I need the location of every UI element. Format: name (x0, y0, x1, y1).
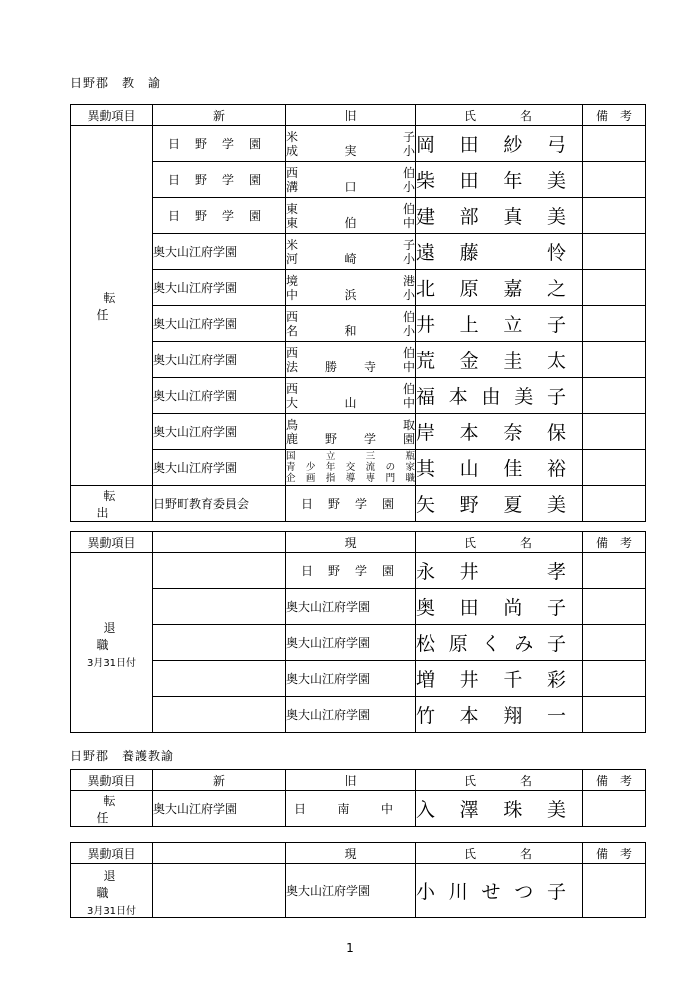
old-post-line: 企画指導専門職 (286, 473, 415, 484)
old-post (286, 414, 416, 450)
old-post-line: 溝口小 (286, 179, 415, 194)
old-post (286, 270, 416, 306)
empty-cell (153, 589, 286, 625)
note-cell (583, 126, 646, 162)
table-header-row (71, 843, 646, 864)
person-name-text: 建部真美 (416, 206, 568, 228)
table-row (71, 162, 646, 198)
new-post: 奥大山江府学園 (153, 306, 286, 342)
header-empty (153, 843, 286, 864)
category-retirement: 退 職 3月31日付 (71, 864, 153, 918)
note-cell (583, 791, 646, 827)
person-name (416, 486, 583, 522)
header-current: 現 (286, 532, 416, 553)
header-new: 新 (153, 770, 286, 791)
nurse-retirement-table (70, 842, 646, 918)
current-post: 奥大山江府学園 (286, 661, 416, 697)
header-name: 氏 名 (416, 770, 583, 791)
old-post (286, 198, 416, 234)
person-name-text: 岸本奈保 (416, 422, 568, 444)
note-cell (583, 697, 646, 733)
old-post-line: 西 伯 (286, 309, 415, 324)
table-row (71, 342, 646, 378)
person-name-text: 荒金圭太 (416, 350, 568, 372)
person-name (416, 661, 583, 697)
person-name (416, 162, 583, 198)
header-old: 旧 (286, 770, 416, 791)
person-name-text: 柴田年美 (416, 170, 568, 192)
table-row (71, 589, 646, 625)
old-post (286, 162, 416, 198)
page-number: 1 (346, 941, 354, 955)
note-cell (583, 553, 646, 589)
old-post (286, 126, 416, 162)
header-new: 新 (153, 105, 286, 126)
table-row (71, 661, 646, 697)
old-post-line: 西 伯 (286, 165, 415, 180)
person-name-text: 井上立子 (416, 314, 568, 336)
person-name-text: 竹本翔一 (416, 705, 568, 727)
empty-cell (153, 661, 286, 697)
person-name (416, 450, 583, 486)
new-post: 日野学園 (153, 162, 286, 198)
header-category: 異動項目 (71, 532, 153, 553)
new-post: 日野学園 (153, 198, 286, 234)
header-name: 氏 名 (416, 105, 583, 126)
header-category: 異動項目 (71, 105, 153, 126)
old-post-line: 法勝寺中 (286, 359, 415, 374)
person-name-text: 奥田尚子 (416, 597, 568, 619)
current-post: 奥大山江府学園 (286, 864, 416, 918)
category-transfer-out: 転 出 (71, 486, 153, 522)
new-post: 奥大山江府学園 (153, 270, 286, 306)
person-name-text: 遠藤 怜 (416, 242, 568, 264)
person-name (416, 414, 583, 450)
person-name (416, 553, 583, 589)
current-post: 奥大山江府学園 (286, 625, 416, 661)
new-post: 奥大山江府学園 (153, 378, 286, 414)
old-post-line: 米 子 (286, 129, 415, 144)
section-title-teachers: 日野郡 教 諭 (70, 76, 162, 90)
note-cell (583, 378, 646, 414)
note-cell (583, 450, 646, 486)
empty-cell (153, 553, 286, 589)
teachers-transfer-table (70, 104, 646, 522)
note-cell (583, 661, 646, 697)
header-old: 旧 (286, 105, 416, 126)
old-post: 日南中 (286, 791, 416, 827)
new-post: 奥大山江府学園 (153, 342, 286, 378)
note-cell (583, 486, 646, 522)
new-post: 日野学園 (153, 126, 286, 162)
header-note: 備 考 (583, 105, 646, 126)
old-post-line: 鹿野学園 (286, 431, 415, 446)
table-row (71, 450, 646, 486)
old-post (286, 378, 416, 414)
old-post-line: 西 伯 (286, 381, 415, 396)
note-cell (583, 414, 646, 450)
table-row (71, 378, 646, 414)
old-post (286, 234, 416, 270)
person-name (416, 625, 583, 661)
new-post: 奥大山江府学園 (153, 791, 286, 827)
category-transfer: 転 任 (71, 791, 153, 827)
category-retirement: 退 職 3月31日付 (71, 553, 153, 733)
section-title-nurse-teachers: 日野郡 養護教諭 (70, 749, 175, 763)
empty-cell (153, 625, 286, 661)
person-name-text: 増井千彩 (416, 669, 568, 691)
note-cell (583, 162, 646, 198)
header-name: 氏 名 (416, 532, 583, 553)
nurse-transfer-table (70, 769, 646, 827)
note-cell (583, 270, 646, 306)
person-name (416, 234, 583, 270)
old-post (286, 450, 416, 486)
person-name-text: 永井 孝 (416, 561, 568, 583)
current-post: 日野学園 (286, 553, 416, 589)
person-name-text: 北原嘉之 (416, 278, 568, 300)
header-note: 備 考 (583, 532, 646, 553)
person-name: 入澤珠美 (416, 791, 583, 827)
person-name (416, 697, 583, 733)
old-post-line: 成実小 (286, 143, 415, 158)
table-row (71, 234, 646, 270)
header-empty (153, 532, 286, 553)
old-post-line: 東 伯 (286, 201, 415, 216)
note-cell (583, 198, 646, 234)
old-post-line: 境 港 (286, 273, 415, 288)
old-post-line: 東伯中 (286, 215, 415, 230)
person-name (416, 589, 583, 625)
old-post: 日野学園 (286, 486, 416, 522)
table-row (71, 791, 646, 827)
table-row (71, 697, 646, 733)
table-row (71, 553, 646, 589)
table-header-row (71, 770, 646, 791)
note-cell (583, 625, 646, 661)
table-row (71, 414, 646, 450)
header-current: 現 (286, 843, 416, 864)
person-name (416, 270, 583, 306)
note-cell (583, 589, 646, 625)
current-post: 奥大山江府学園 (286, 589, 416, 625)
empty-cell (153, 864, 286, 918)
header-category: 異動項目 (71, 843, 153, 864)
person-name (416, 342, 583, 378)
table-row (71, 126, 646, 162)
person-name-text: 矢野夏美 (416, 494, 568, 516)
person-name (416, 198, 583, 234)
header-name: 氏 名 (416, 843, 583, 864)
teachers-retirement-table (70, 531, 646, 733)
old-post (286, 306, 416, 342)
old-post-line: 河崎小 (286, 251, 415, 266)
old-post-line: 国立三瓶 (286, 451, 415, 462)
new-post: 奥大山江府学園 (153, 450, 286, 486)
person-name-text: 松原くみ子 (416, 633, 568, 655)
empty-cell (153, 697, 286, 733)
person-name (416, 126, 583, 162)
table-header-row (71, 105, 646, 126)
old-post-line: 西 伯 (286, 345, 415, 360)
note-cell (583, 306, 646, 342)
header-note: 備 考 (583, 843, 646, 864)
old-post-line: 青少年交流の家 (286, 462, 415, 473)
new-post: 奥大山江府学園 (153, 234, 286, 270)
note-cell (583, 864, 646, 918)
old-post-line: 中浜小 (286, 287, 415, 302)
new-post: 日野町教育委員会 (153, 486, 286, 522)
old-post-line: 米 子 (286, 237, 415, 252)
old-post-line: 名和小 (286, 323, 415, 338)
header-category: 異動項目 (71, 770, 153, 791)
table-row (71, 198, 646, 234)
note-cell (583, 234, 646, 270)
old-post (286, 342, 416, 378)
new-post: 奥大山江府学園 (153, 414, 286, 450)
table-row (71, 486, 646, 522)
header-note: 備 考 (583, 770, 646, 791)
category-transfer: 転 任 (71, 126, 153, 486)
person-name-text: 岡田紗弓 (416, 134, 568, 156)
person-name (416, 378, 583, 414)
note-cell (583, 342, 646, 378)
table-row (71, 864, 646, 918)
current-post: 奥大山江府学園 (286, 697, 416, 733)
old-post-line: 鳥 取 (286, 417, 415, 432)
person-name: 小川せつ子 (416, 864, 583, 918)
person-name-text: 福本由美子 (416, 386, 568, 408)
person-name-text: 其山佳裕 (416, 458, 568, 480)
table-header-row (71, 532, 646, 553)
person-name (416, 306, 583, 342)
old-post-line: 大山中 (286, 395, 415, 410)
table-row (71, 306, 646, 342)
